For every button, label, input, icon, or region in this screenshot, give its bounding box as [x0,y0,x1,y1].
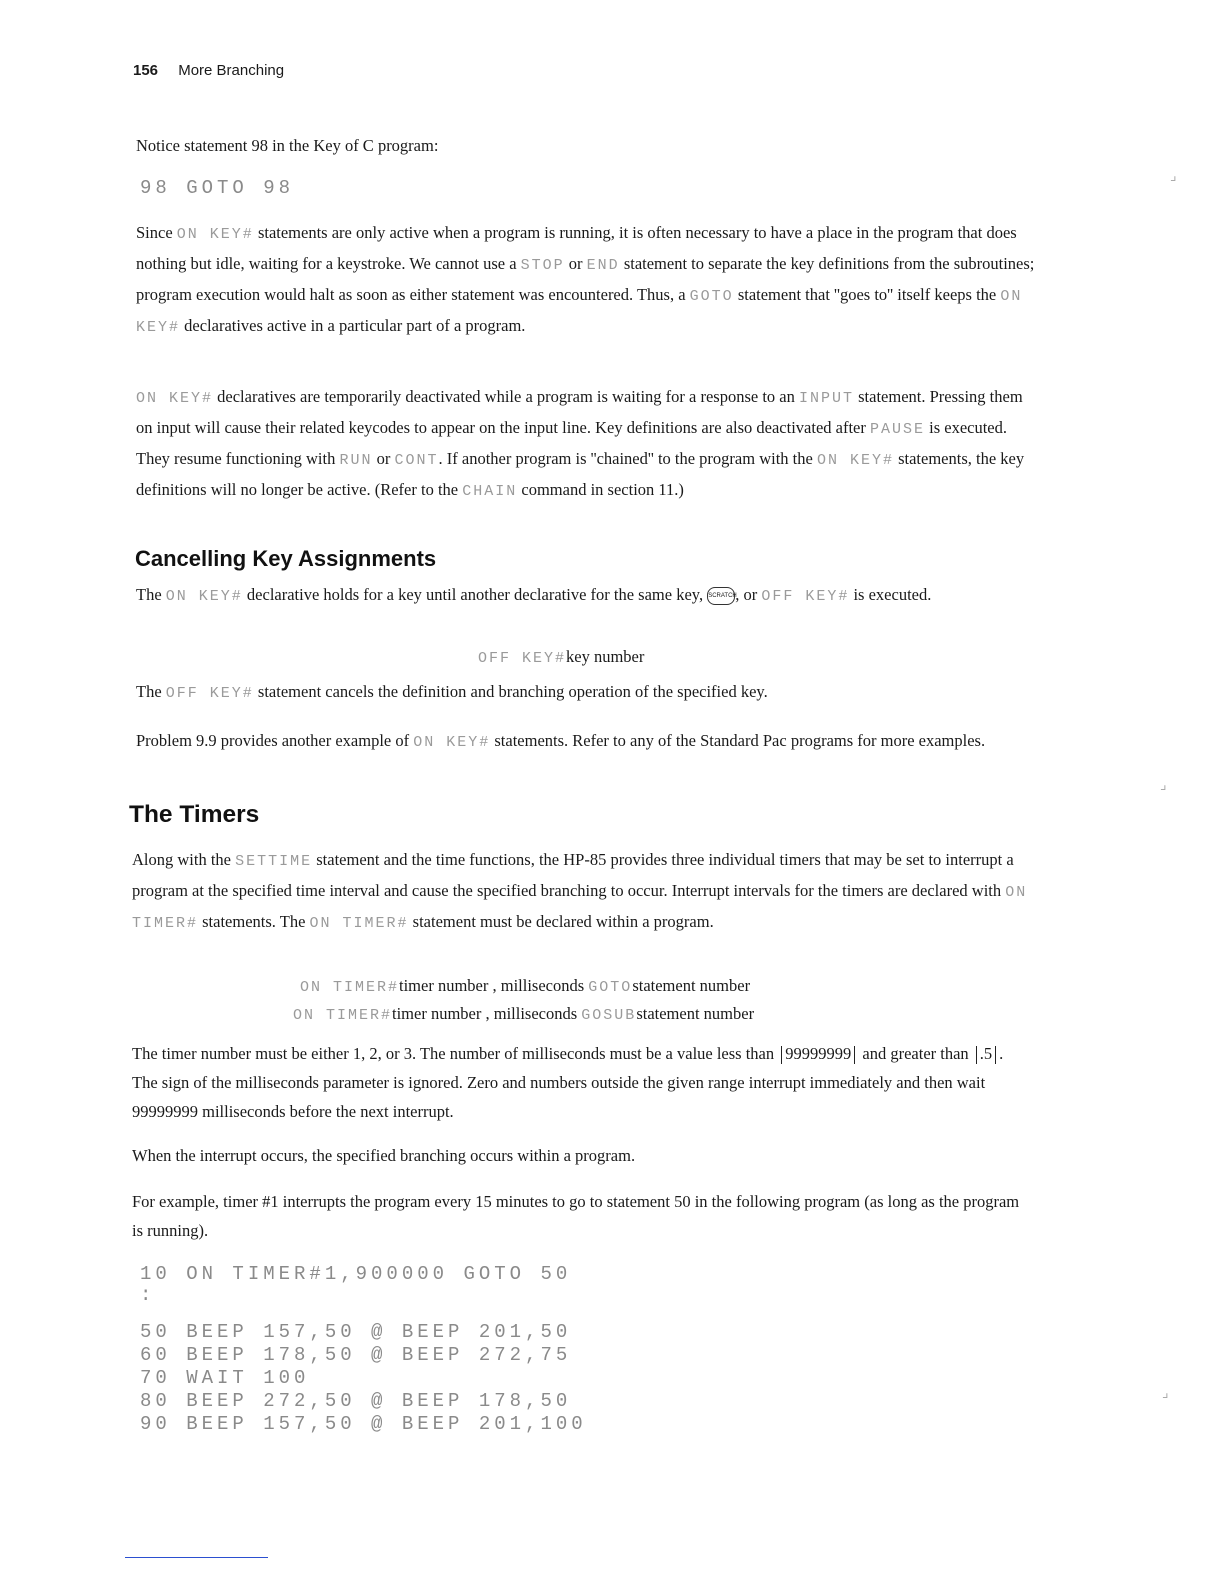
syntax-off-key: OFF KEY#key number [478,647,645,667]
paragraph-deactivation: ON KEY# declaratives are temporarily deactivated while a program is waiting for a response to an INPUT statement. Pressing them on input will cause their related keycodes to appear on the input line. Key definitions are also deactivated after PAUSE is executed. They resume functioning with RUN or CONT. If another program is ''chained'' to the program with the ON KEY# statements, the key definitions will no longer be active. (Refer to the CHAIN command in section 11.) [136,387,1025,500]
paragraph-off-key: The OFF KEY# statement cancels the definition and branching operation of the specified key. [136,682,768,702]
page-header [133,62,284,79]
program-line: : [140,1284,156,1306]
scan-mark: ⌟ [1160,778,1167,793]
running-title: More Branching [178,62,285,79]
scan-mark: ⌟ [1162,1386,1169,1401]
scratch-key-icon: SCRATCH [707,587,735,605]
program-line: 50 BEEP 157,50 @ BEEP 201,50 [140,1321,572,1343]
syntax-on-timer-gosub: ON TIMER#timer number , milliseconds GOSUBstatement number [293,1004,755,1024]
section-heading-timers: The Timers [129,801,260,828]
paragraph-timers-intro: Along with the SETTIME statement and the time functions, the HP-85 provides three individual timers that may be set to interrupt a program at the specified time interval and cause the specified branching to occur. Interrupt intervals for the timers are declared with ON TIMER# statements. The ON TIMER# statement must be declared within a program. [132,850,1028,932]
page-number: 156 [133,62,159,79]
paragraph-interrupt: When the interrupt occurs, the specified branching occurs within a program. [132,1146,636,1165]
syntax-on-timer-goto: ON TIMER#timer number , milliseconds GOTOstatement number [300,976,751,996]
footer-rule [125,1557,268,1558]
paragraph-on-key-active: Since ON KEY# statements are only active when a program is running, it is often necessary to have a place in the program that does nothing but idle, waiting for a keystroke. We cannot use a STOP or END statement to separate the key definitions from the subroutines; program execution would halt as soon as either statement was encountered. Thus, a GOTO statement that ''goes to'' itself keeps the ON KEY# declaratives active in a particular part of a program. [136,223,1035,336]
paragraph-timer-range: The timer number must be either 1, 2, or 3. The number of milliseconds must be a value less than 99999999 and greater than .5 . The sign of the milliseconds parameter is ignored. Zero and numbers outside the given range interrupt immediately and then wait 99999999 milliseconds before the next interrupt. [132,1044,1004,1121]
intro-code: 98 GOTO 98 [140,177,295,199]
section-heading-cancelling: Cancelling Key Assignments [135,546,437,571]
program-line: 60 BEEP 178,50 @ BEEP 272,75 [140,1344,572,1366]
paragraph-cancel-intro: The ON KEY# declarative holds for a key until another declarative for the same key, SCRATCH, or OFF KEY# is executed. [136,585,932,605]
program-line: 70 WAIT 100 [140,1367,310,1389]
paragraph-problem-ref: Problem 9.9 provides another example of ON KEY# statements. Refer to any of the Standard Pac programs for more examples. [136,731,986,751]
intro-text: Notice statement 98 in the Key of C program: [136,136,439,155]
program-line: 10 ON TIMER#1,900000 GOTO 50 [140,1263,572,1285]
scan-mark: ⌟ [1170,169,1177,184]
program-line: 80 BEEP 272,50 @ BEEP 178,50 [140,1390,572,1412]
intro-paragraph [136,131,1036,160]
program-line: 90 BEEP 157,50 @ BEEP 201,100 [140,1413,587,1435]
paragraph-example: For example, timer #1 interrupts the program every 15 minutes to go to statement 50 in the following program (as long as the program is running). [132,1192,1020,1240]
